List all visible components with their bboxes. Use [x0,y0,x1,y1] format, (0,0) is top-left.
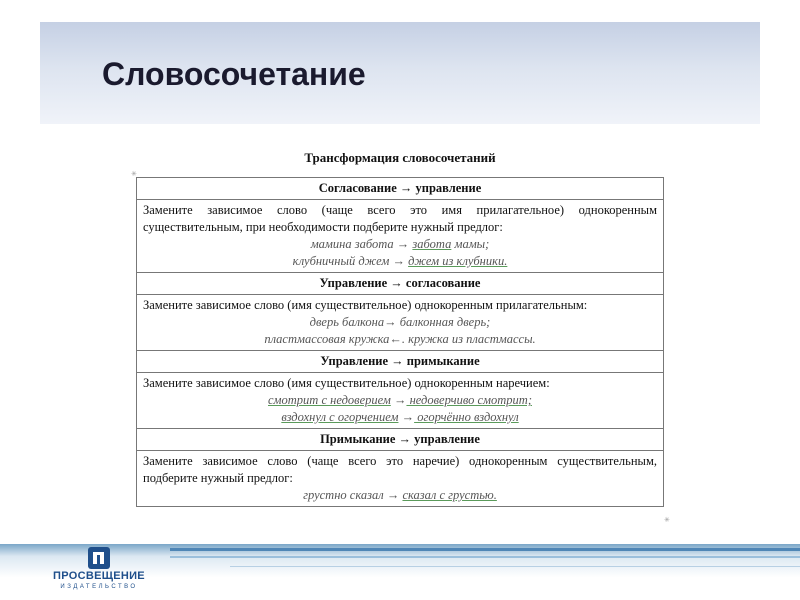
section-header: Согласование → управление [137,178,664,200]
arrow-icon: → [392,254,405,268]
section-header: Управление → согласование [137,273,664,295]
example-line [143,253,657,270]
instruction-text: Замените зависимое слово (имя существительное) однокоренным прилагательным: [143,298,588,312]
section-body [137,200,664,273]
example-from: вздохнул с огорчением [281,410,399,424]
example-to: огорчённо вздохнул [414,410,519,424]
instruction-text: Замените зависимое слово (имя существительное) однокоренным наречием: [143,376,550,390]
example-to: недоверчиво смотрит; [406,393,532,407]
slide-title-bar [40,22,760,124]
corner-mark-icon: ✳ [664,516,670,524]
example-line [143,487,657,504]
example-from: пластмассовая кружка [264,332,390,346]
arrow-icon: → [396,237,410,251]
section-body [137,373,664,429]
section-header: Примыкание → управление [137,429,664,451]
document-heading: Трансформация словосочетаний [304,150,496,165]
table-row [137,273,664,295]
example-line [143,392,657,409]
arrow-icon: ← [389,332,402,346]
table-row [137,351,664,373]
footer-decor-line [230,566,800,567]
section-body [137,451,664,507]
example-line [143,314,657,331]
arrow-icon: → [401,410,415,424]
section-body [137,295,664,351]
example-line [143,331,657,348]
table-row [137,200,664,273]
table-row [137,178,664,200]
transformation-table [136,177,664,507]
publisher-logo-icon [88,547,110,569]
footer-decor-line [170,548,800,551]
example-to: сказал с грустью. [402,488,497,502]
example-line [143,236,657,253]
example-from: мамина забота [310,237,394,251]
table-row [137,429,664,451]
example-to: . кружка из пластмассы. [401,332,536,346]
publisher-name: ПРОСВЕЩЕНИЕ [53,570,145,582]
slide-title: Словосочетание [102,56,366,92]
section-header: Управление → примыкание [137,351,664,373]
example-line [143,409,657,426]
example-to: забота [412,237,452,251]
example-to: балконная дверь; [396,315,491,329]
instruction-text: Замените зависимое слово (чаще всего это наречие) однокоренным существительным, подберите нужный предлог: [143,454,657,485]
arrow-icon: → [393,393,407,407]
corner-mark-icon: ✳ [131,170,137,178]
table-row [137,451,664,507]
example-from: дверь балкона [309,315,385,329]
publisher-subtitle: ИЗДАТЕЛЬСТВО [60,584,138,590]
table-row [137,373,664,429]
arrow-icon: → [383,488,403,502]
example-to: джем из клубники. [408,254,508,268]
instruction-text: Замените зависимое слово (чаще всего это имя прилагательное) однокоренным существительным, при необходимости подберите нужный предлог: [143,203,657,234]
example-from: клубничный джем [292,254,390,268]
table-row [137,295,664,351]
example-from: смотрит с недоверием [268,393,391,407]
example-rest: мамы; [451,237,490,251]
arrow-icon: → [384,315,397,329]
footer-decor-line [170,556,800,558]
example-from: грустно сказал [303,488,384,502]
